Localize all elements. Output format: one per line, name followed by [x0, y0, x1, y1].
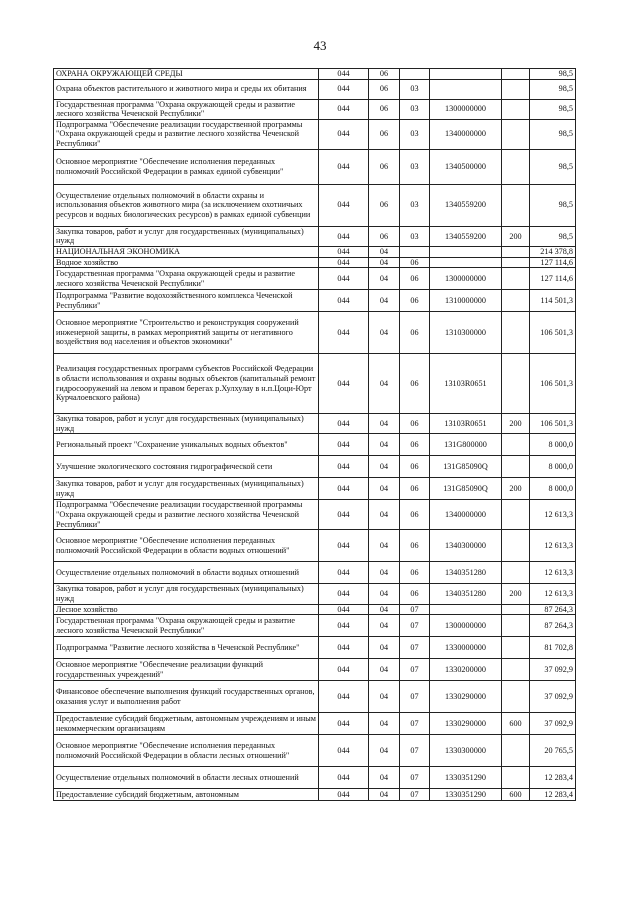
- cell-csr: 13103R0651: [430, 354, 502, 414]
- cell-ved: 044: [319, 312, 369, 354]
- cell-ved: 044: [319, 119, 369, 149]
- cell-vr: 200: [502, 478, 530, 500]
- cell-csr: 1340000000: [430, 119, 502, 149]
- cell-vr: [502, 312, 530, 354]
- table-row: [54, 637, 576, 659]
- cell-rz: 04: [369, 584, 400, 604]
- table-body: [54, 69, 576, 801]
- cell-sum: 98,5: [530, 149, 576, 184]
- cell-pr: 07: [400, 789, 430, 801]
- cell-pr: 03: [400, 184, 430, 226]
- cell-ved: 044: [319, 767, 369, 789]
- cell-sum: 106 501,3: [530, 414, 576, 434]
- cell-ved: 044: [319, 354, 369, 414]
- cell-rz: 04: [369, 789, 400, 801]
- cell-rz: 06: [369, 119, 400, 149]
- cell-csr: 1330300000: [430, 735, 502, 767]
- table-row: [54, 354, 576, 414]
- cell-ved: 044: [319, 184, 369, 226]
- cell-rz: 04: [369, 354, 400, 414]
- cell-name: Основное мероприятие "Строительство и реконструкция сооружений инженерной защиты, в рамках мероприятий защиты от негативного воздействия вод населения и объектов экономики": [54, 312, 319, 354]
- table-row: [54, 268, 576, 290]
- cell-csr: [430, 604, 502, 615]
- cell-vr: [502, 562, 530, 584]
- cell-pr: 03: [400, 119, 430, 149]
- cell-csr: 1310000000: [430, 290, 502, 312]
- cell-sum: 12 613,3: [530, 500, 576, 530]
- cell-pr: 06: [400, 584, 430, 604]
- cell-csr: 1330290000: [430, 681, 502, 713]
- table-row: [54, 257, 576, 268]
- cell-csr: 1340351280: [430, 562, 502, 584]
- cell-name: НАЦИОНАЛЬНАЯ ЭКОНОМИКА: [54, 246, 319, 257]
- cell-ved: 044: [319, 290, 369, 312]
- table-row: [54, 79, 576, 99]
- cell-rz: 04: [369, 713, 400, 735]
- cell-name: Финансовое обеспечение выполнения функций государственных органов, оказания услуг и выполнения работ: [54, 681, 319, 713]
- table-row: [54, 604, 576, 615]
- cell-name: Водное хозяйство: [54, 257, 319, 268]
- cell-pr: 06: [400, 414, 430, 434]
- cell-csr: 1330351290: [430, 789, 502, 801]
- table-row: [54, 434, 576, 456]
- cell-csr: 1340559200: [430, 226, 502, 246]
- cell-name: Предоставление субсидий бюджетным, автономным учреждениям и иным некоммерческим организациям: [54, 713, 319, 735]
- cell-name: Государственная программа "Охрана окружающей среды и развитие лесного хозяйства Чеченской Республики": [54, 615, 319, 637]
- cell-rz: 04: [369, 615, 400, 637]
- cell-pr: 06: [400, 562, 430, 584]
- cell-ved: 044: [319, 226, 369, 246]
- cell-csr: 1330000000: [430, 637, 502, 659]
- cell-csr: 131G85090Q: [430, 478, 502, 500]
- cell-name: Основное мероприятие "Обеспечение исполнения переданных полномочий Российской Федерации в области лесных отношений": [54, 735, 319, 767]
- cell-sum: 8 000,0: [530, 434, 576, 456]
- cell-name: Региональный проект "Сохранение уникальных водных объектов": [54, 434, 319, 456]
- cell-sum: 81 702,8: [530, 637, 576, 659]
- cell-pr: 03: [400, 99, 430, 119]
- cell-csr: 1340300000: [430, 530, 502, 562]
- budget-table: [53, 68, 576, 801]
- cell-sum: 98,5: [530, 119, 576, 149]
- cell-pr: 06: [400, 257, 430, 268]
- table-row: [54, 500, 576, 530]
- cell-sum: 37 092,9: [530, 659, 576, 681]
- cell-sum: 98,5: [530, 184, 576, 226]
- cell-sum: 37 092,9: [530, 713, 576, 735]
- cell-name: Осуществление отдельных полномочий в области охраны и использования объектов животного мира (за исключением охотничьих ресурсов и водных биологических ресурсов) в рамках единой субвенции: [54, 184, 319, 226]
- cell-rz: 04: [369, 637, 400, 659]
- cell-rz: 04: [369, 414, 400, 434]
- cell-csr: 1310300000: [430, 312, 502, 354]
- cell-vr: [502, 257, 530, 268]
- cell-rz: 04: [369, 681, 400, 713]
- cell-sum: 37 092,9: [530, 681, 576, 713]
- cell-name: ОХРАНА ОКРУЖАЮЩЕЙ СРЕДЫ: [54, 69, 319, 80]
- cell-ved: 044: [319, 604, 369, 615]
- cell-ved: 044: [319, 584, 369, 604]
- table-row: [54, 584, 576, 604]
- cell-ved: 044: [319, 456, 369, 478]
- cell-vr: [502, 69, 530, 80]
- cell-ved: 044: [319, 99, 369, 119]
- cell-sum: 8 000,0: [530, 456, 576, 478]
- cell-ved: 044: [319, 530, 369, 562]
- cell-sum: 106 501,3: [530, 312, 576, 354]
- cell-sum: 98,5: [530, 79, 576, 99]
- cell-vr: [502, 79, 530, 99]
- cell-sum: 20 765,5: [530, 735, 576, 767]
- table-row: [54, 69, 576, 80]
- table-row: [54, 789, 576, 801]
- cell-rz: 06: [369, 149, 400, 184]
- cell-vr: 600: [502, 713, 530, 735]
- cell-vr: 600: [502, 789, 530, 801]
- cell-sum: 127 114,6: [530, 268, 576, 290]
- cell-vr: 200: [502, 414, 530, 434]
- cell-name: Подпрограмма "Развитие водохозяйственного комплекса Чеченской Республики": [54, 290, 319, 312]
- cell-name: Охрана объектов растительного и животного мира и среды их обитания: [54, 79, 319, 99]
- cell-name: Осуществление отдельных полномочий в области водных отношений: [54, 562, 319, 584]
- table-row: [54, 478, 576, 500]
- cell-ved: 044: [319, 268, 369, 290]
- cell-name: Улучшение экологического состояния гидрографической сети: [54, 456, 319, 478]
- table-row: [54, 530, 576, 562]
- cell-csr: 1330290000: [430, 713, 502, 735]
- cell-ved: 044: [319, 69, 369, 80]
- cell-name: Предоставление субсидий бюджетным, автономным: [54, 789, 319, 801]
- cell-name: Основное мероприятие "Обеспечение исполнения переданных полномочий Российской Федерации в рамках единой субвенции": [54, 149, 319, 184]
- cell-rz: 04: [369, 434, 400, 456]
- cell-name: Подпрограмма "Обеспечение реализации государственной программы "Охрана окружающей среды и развитие лесного хозяйства Чеченской Республики": [54, 119, 319, 149]
- cell-name: Реализация государственных программ субъектов Российской Федерации в области использования и охраны водных объектов (капитальный ремонт гидросооружений на левом и правом берегах р.Хулхулау в н.п.Цоци-Юрт Курчалоевского района): [54, 354, 319, 414]
- cell-sum: 106 501,3: [530, 354, 576, 414]
- cell-name: Закупка товаров, работ и услуг для государственных (муниципальных) нужд: [54, 226, 319, 246]
- cell-vr: [502, 615, 530, 637]
- cell-pr: 06: [400, 268, 430, 290]
- cell-pr: 06: [400, 500, 430, 530]
- cell-csr: 131G85090Q: [430, 456, 502, 478]
- cell-rz: 04: [369, 312, 400, 354]
- cell-csr: 131G800000: [430, 434, 502, 456]
- cell-pr: 07: [400, 735, 430, 767]
- cell-pr: 06: [400, 290, 430, 312]
- cell-vr: [502, 184, 530, 226]
- cell-rz: 04: [369, 604, 400, 615]
- cell-pr: [400, 69, 430, 80]
- cell-csr: 1340500000: [430, 149, 502, 184]
- cell-ved: 044: [319, 149, 369, 184]
- cell-sum: 87 264,3: [530, 615, 576, 637]
- cell-rz: 04: [369, 767, 400, 789]
- cell-rz: 06: [369, 79, 400, 99]
- cell-pr: 06: [400, 312, 430, 354]
- table-row: [54, 767, 576, 789]
- table-row: [54, 119, 576, 149]
- cell-sum: 98,5: [530, 99, 576, 119]
- cell-vr: [502, 681, 530, 713]
- cell-rz: 06: [369, 184, 400, 226]
- cell-sum: 12 613,3: [530, 584, 576, 604]
- cell-csr: [430, 79, 502, 99]
- table-row: [54, 414, 576, 434]
- cell-rz: 06: [369, 226, 400, 246]
- cell-sum: 12 613,3: [530, 530, 576, 562]
- cell-csr: 1300000000: [430, 268, 502, 290]
- cell-rz: 04: [369, 478, 400, 500]
- cell-sum: 8 000,0: [530, 478, 576, 500]
- table-row: [54, 562, 576, 584]
- cell-pr: 07: [400, 637, 430, 659]
- cell-csr: 1330351290: [430, 767, 502, 789]
- cell-ved: 044: [319, 681, 369, 713]
- table-row: [54, 290, 576, 312]
- cell-ved: 044: [319, 246, 369, 257]
- cell-sum: 87 264,3: [530, 604, 576, 615]
- cell-name: Лесное хозяйство: [54, 604, 319, 615]
- cell-sum: 12 613,3: [530, 562, 576, 584]
- cell-pr: 06: [400, 530, 430, 562]
- cell-vr: 200: [502, 226, 530, 246]
- cell-name: Основное мероприятие "Обеспечение реализации функций государственных учреждений": [54, 659, 319, 681]
- cell-name: Государственная программа "Охрана окружающей среды и развитие лесного хозяйства Чеченской Республики": [54, 99, 319, 119]
- cell-rz: 04: [369, 500, 400, 530]
- table-row: [54, 735, 576, 767]
- cell-ved: 044: [319, 659, 369, 681]
- cell-rz: 04: [369, 290, 400, 312]
- cell-rz: 04: [369, 562, 400, 584]
- cell-name: Закупка товаров, работ и услуг для государственных (муниципальных) нужд: [54, 478, 319, 500]
- cell-name: Осуществление отдельных полномочий в области лесных отношений: [54, 767, 319, 789]
- cell-csr: 1300000000: [430, 615, 502, 637]
- cell-vr: [502, 456, 530, 478]
- cell-sum: 214 378,8: [530, 246, 576, 257]
- cell-vr: [502, 530, 530, 562]
- cell-rz: 04: [369, 456, 400, 478]
- cell-sum: 98,5: [530, 69, 576, 80]
- cell-rz: 04: [369, 659, 400, 681]
- cell-rz: 04: [369, 735, 400, 767]
- cell-name: Закупка товаров, работ и услуг для государственных (муниципальных) нужд: [54, 584, 319, 604]
- cell-pr: 07: [400, 604, 430, 615]
- cell-vr: [502, 246, 530, 257]
- cell-vr: [502, 119, 530, 149]
- cell-name: Основное мероприятие "Обеспечение исполнения переданных полномочий Российской Федерации в области водных отношений": [54, 530, 319, 562]
- table-row: [54, 246, 576, 257]
- cell-ved: 044: [319, 500, 369, 530]
- cell-name: Подпрограмма "Развитие лесного хозяйства в Чеченской Республике": [54, 637, 319, 659]
- cell-pr: [400, 246, 430, 257]
- cell-pr: 03: [400, 149, 430, 184]
- cell-pr: 06: [400, 434, 430, 456]
- cell-vr: [502, 500, 530, 530]
- cell-ved: 044: [319, 79, 369, 99]
- cell-csr: 1300000000: [430, 99, 502, 119]
- table-row: [54, 99, 576, 119]
- cell-rz: 04: [369, 257, 400, 268]
- cell-csr: 13103R0651: [430, 414, 502, 434]
- cell-vr: [502, 604, 530, 615]
- cell-sum: 114 501,3: [530, 290, 576, 312]
- cell-vr: [502, 268, 530, 290]
- cell-ved: 044: [319, 637, 369, 659]
- cell-ved: 044: [319, 434, 369, 456]
- cell-vr: [502, 354, 530, 414]
- cell-pr: 03: [400, 79, 430, 99]
- cell-rz: 04: [369, 268, 400, 290]
- cell-csr: [430, 257, 502, 268]
- cell-pr: 03: [400, 226, 430, 246]
- cell-csr: 1330200000: [430, 659, 502, 681]
- cell-sum: 12 283,4: [530, 789, 576, 801]
- cell-ved: 044: [319, 735, 369, 767]
- cell-rz: 04: [369, 530, 400, 562]
- cell-pr: 07: [400, 713, 430, 735]
- cell-ved: 044: [319, 478, 369, 500]
- cell-ved: 044: [319, 713, 369, 735]
- cell-ved: 044: [319, 789, 369, 801]
- cell-vr: [502, 767, 530, 789]
- cell-vr: [502, 99, 530, 119]
- cell-ved: 044: [319, 257, 369, 268]
- table-row: [54, 659, 576, 681]
- cell-name: Подпрограмма "Обеспечение реализации государственной программы "Охрана окружающей среды и развитие лесного хозяйства Чеченской Республики": [54, 500, 319, 530]
- cell-csr: [430, 246, 502, 257]
- table-row: [54, 226, 576, 246]
- cell-ved: 044: [319, 562, 369, 584]
- table-row: [54, 713, 576, 735]
- cell-pr: 07: [400, 659, 430, 681]
- cell-vr: [502, 290, 530, 312]
- cell-name: Закупка товаров, работ и услуг для государственных (муниципальных) нужд: [54, 414, 319, 434]
- cell-pr: 06: [400, 354, 430, 414]
- cell-pr: 07: [400, 767, 430, 789]
- cell-vr: [502, 149, 530, 184]
- cell-rz: 06: [369, 99, 400, 119]
- cell-sum: 127 114,6: [530, 257, 576, 268]
- table-row: [54, 312, 576, 354]
- cell-pr: 06: [400, 478, 430, 500]
- cell-sum: 12 283,4: [530, 767, 576, 789]
- table-row: [54, 184, 576, 226]
- cell-rz: 06: [369, 69, 400, 80]
- cell-pr: 07: [400, 681, 430, 713]
- cell-vr: [502, 637, 530, 659]
- cell-csr: [430, 69, 502, 80]
- table-row: [54, 149, 576, 184]
- cell-ved: 044: [319, 615, 369, 637]
- cell-ved: 044: [319, 414, 369, 434]
- cell-csr: 1340000000: [430, 500, 502, 530]
- cell-vr: [502, 434, 530, 456]
- table-row: [54, 681, 576, 713]
- page-number: 43: [313, 38, 327, 53]
- cell-csr: 1340559200: [430, 184, 502, 226]
- cell-vr: 200: [502, 584, 530, 604]
- cell-pr: 06: [400, 456, 430, 478]
- cell-vr: [502, 735, 530, 767]
- cell-csr: 1340351280: [430, 584, 502, 604]
- cell-vr: [502, 659, 530, 681]
- cell-sum: 98,5: [530, 226, 576, 246]
- cell-pr: 07: [400, 615, 430, 637]
- table-row: [54, 456, 576, 478]
- cell-rz: 04: [369, 246, 400, 257]
- table-row: [54, 615, 576, 637]
- cell-name: Государственная программа "Охрана окружающей среды и развитие лесного хозяйства Чеченской Республики": [54, 268, 319, 290]
